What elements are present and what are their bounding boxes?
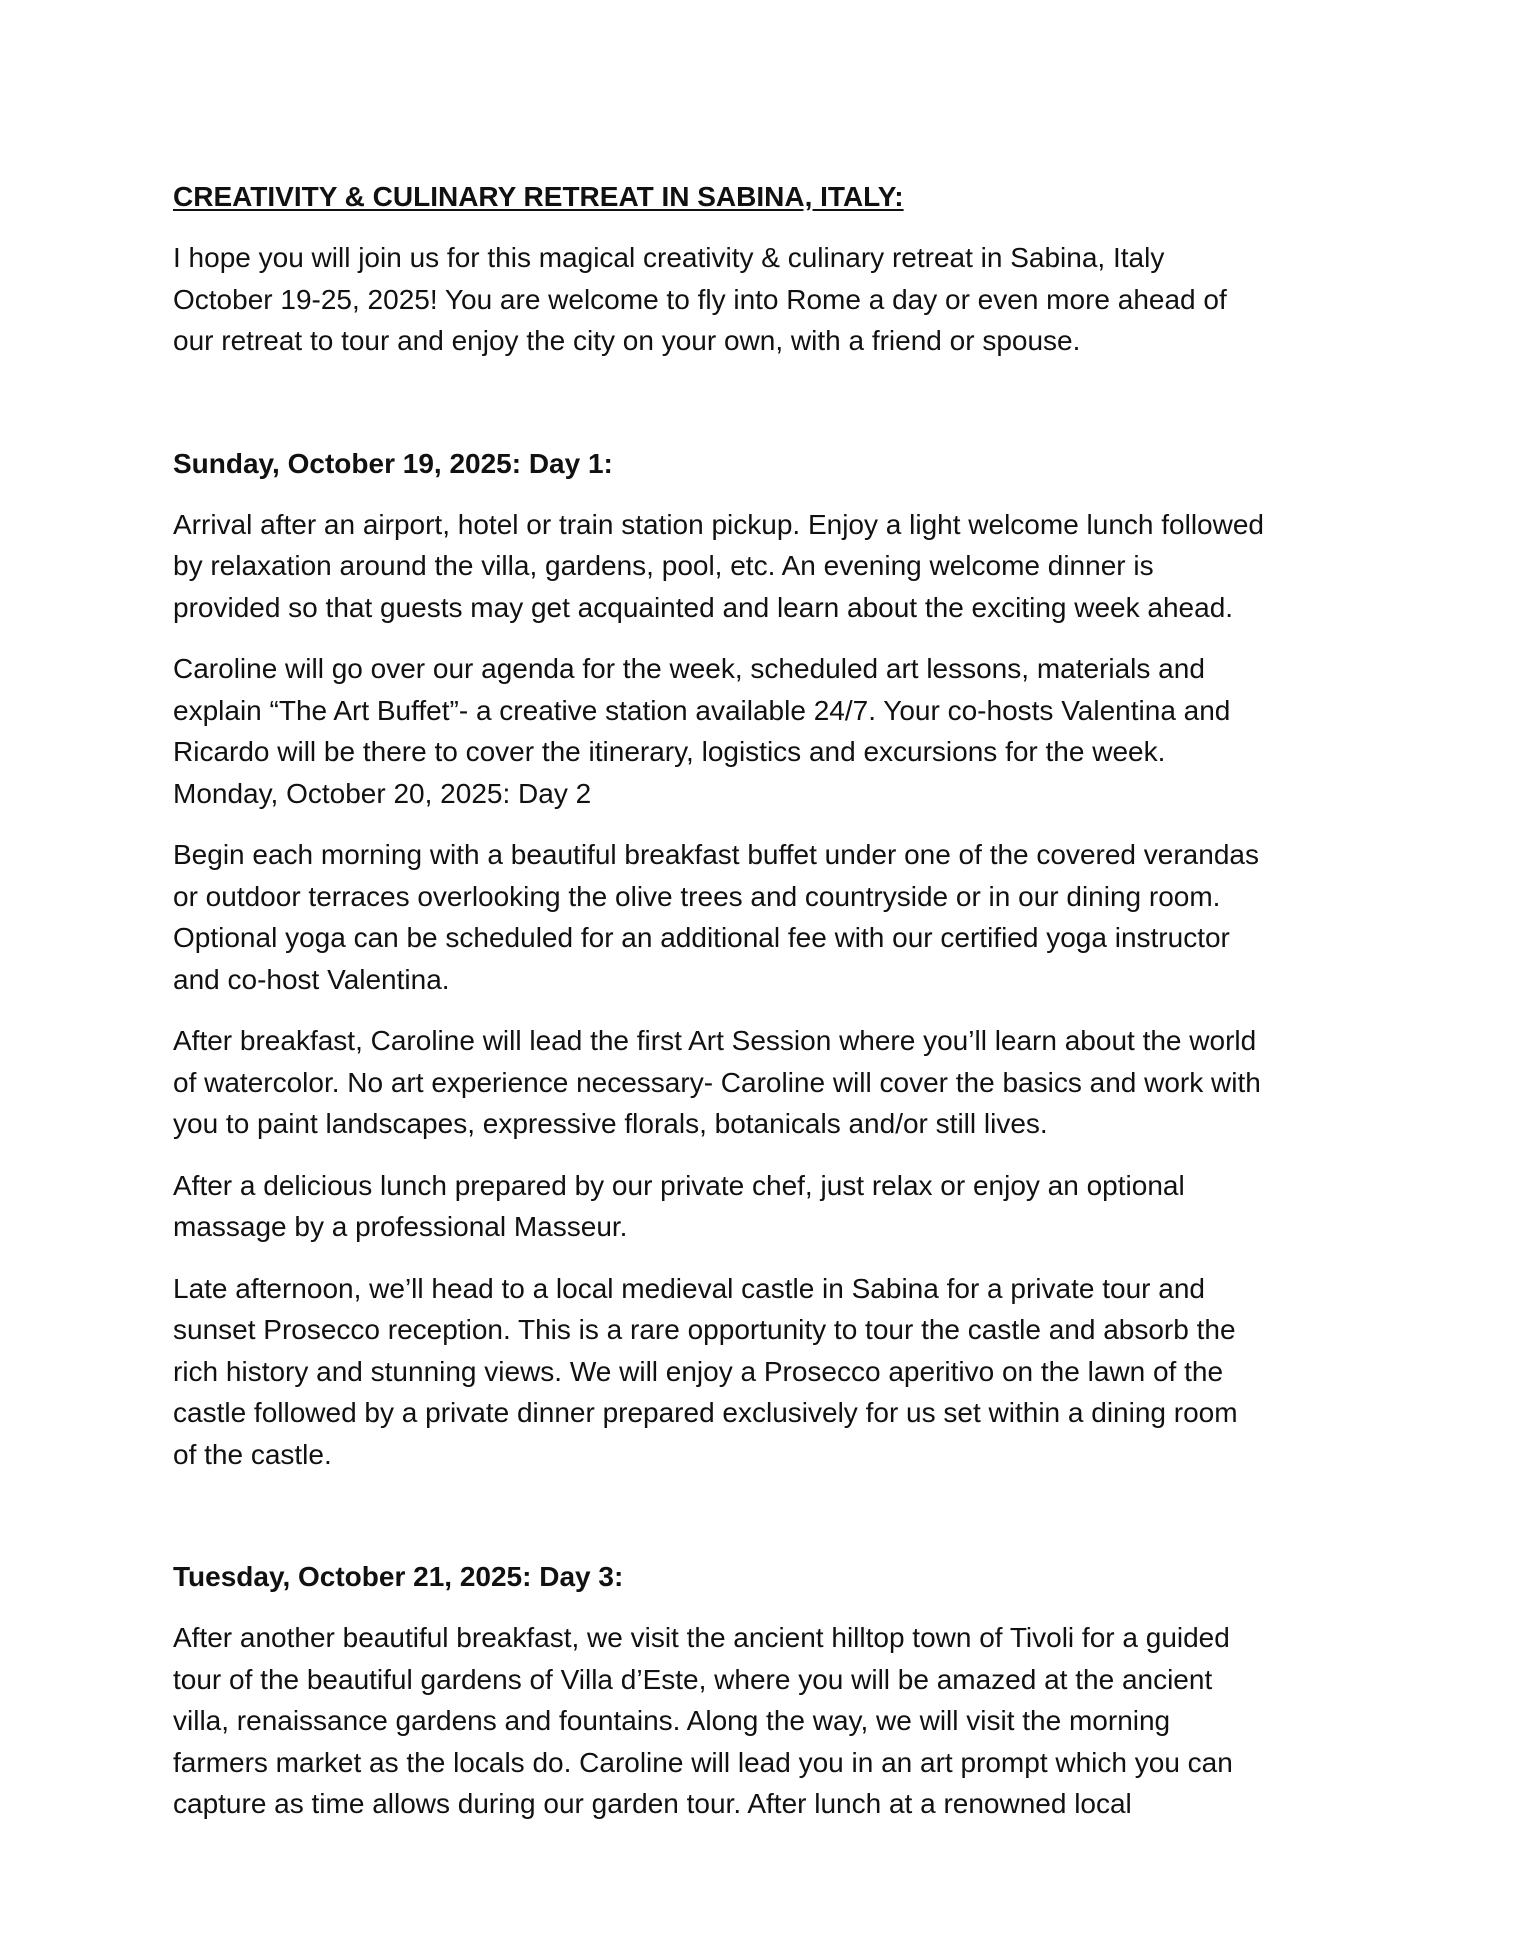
day2-paragraph-castle (173, 1268, 1373, 1476)
text-line: villa, renaissance gardens and fountains. Along the way, we will visit the morning (173, 1705, 1171, 1736)
text-line: Caroline will go over our agenda for the week, scheduled art lessons, materials and (173, 653, 1205, 684)
text-line: October 19-25, 2025! You are welcome to fly into Rome a day or even more ahead of (173, 283, 1227, 315)
text-line: of watercolor. No art experience necessary- Caroline will cover the basics and work with (173, 1066, 1261, 1098)
spacer (173, 382, 1373, 443)
day1-paragraph-agenda (173, 648, 1373, 814)
text-line: massage by a professional Masseur. (173, 1211, 628, 1242)
text-line: or outdoor terraces overlooking the olive trees and countryside or in our dining room. (173, 880, 1221, 912)
day2-paragraph-breakfast (173, 834, 1373, 1000)
text-line: provided so that guests may get acquainted and learn about the exciting week ahead. (173, 591, 1234, 623)
text-line: of the castle. (173, 1438, 332, 1470)
text-line: rich history and stunning views. We will enjoy a Prosecco aperitivo on the lawn of the (173, 1355, 1224, 1387)
text-line: After breakfast, Caroline will lead the first Art Session where you’ll learn about the world (173, 1025, 1257, 1056)
text-line: Arrival after an airport, hotel or train station pickup. Enjoy a light welcome lunch followed (173, 508, 1264, 540)
text-line: I hope you will join us for this magical creativity & culinary retreat in Sabina, Italy (173, 242, 1165, 273)
text-line: and co-host Valentina. (173, 963, 450, 995)
text-line: farmers market as the locals do. Caroline will lead you in an art prompt which you can (173, 1746, 1233, 1778)
text-line: capture as time allows during our garden tour. After lunch at a renowned local (173, 1788, 1132, 1819)
day1-heading: Sunday, October 19, 2025: Day 1: (173, 447, 613, 479)
day3-paragraph-tivoli (173, 1617, 1373, 1825)
day1-paragraph-arrival (173, 504, 1373, 629)
intro-paragraph (173, 237, 1373, 362)
text-line: explain “The Art Buffet”- a creative station available 24/7. Your co-hosts Valentina and (173, 694, 1231, 726)
text-line: by relaxation around the villa, gardens, pool, etc. An evening welcome dinner is (173, 550, 1154, 581)
day2-heading: Monday, October 20, 2025: Day 2 (173, 777, 592, 809)
text-line: Late afternoon, we’ll head to a local medieval castle in Sabina for a private tour and (173, 1272, 1205, 1304)
day3-heading: Tuesday, October 21, 2025: Day 3: (173, 1561, 624, 1592)
text-line: tour of the beautiful gardens of Villa d’Este, where you will be amazed at the ancient (173, 1663, 1213, 1695)
document-title: CREATIVITY & CULINARY RETREAT IN SABINA, ITALY: (173, 181, 904, 212)
text-line: you to paint landscapes, expressive florals, botanicals and/or still lives. (173, 1108, 1048, 1139)
document-page (173, 176, 1373, 1825)
spacer (173, 1495, 1373, 1556)
text-line: Optional yoga can be scheduled for an additional fee with our certified yoga instructor (173, 922, 1230, 953)
text-line: After another beautiful breakfast, we visit the ancient hilltop town of Tivoli for a guided (173, 1622, 1230, 1653)
text-line: our retreat to tour and enjoy the city on your own, with a friend or spouse. (173, 325, 1081, 356)
text-line: sunset Prosecco reception. This is a rare opportunity to tour the castle and absorb the (173, 1314, 1236, 1345)
text-line: Ricardo will be there to cover the itinerary, logistics and excursions for the week. (173, 736, 1166, 767)
day2-paragraph-art-session (173, 1020, 1373, 1145)
text-line: Begin each morning with a beautiful breakfast buffet under one of the covered verandas (173, 839, 1259, 870)
text-line: After a delicious lunch prepared by our private chef, just relax or enjoy an optional (173, 1169, 1185, 1201)
day2-paragraph-lunch (173, 1165, 1373, 1248)
text-line: castle followed by a private dinner prepared exclusively for us set within a dining room (173, 1397, 1238, 1428)
